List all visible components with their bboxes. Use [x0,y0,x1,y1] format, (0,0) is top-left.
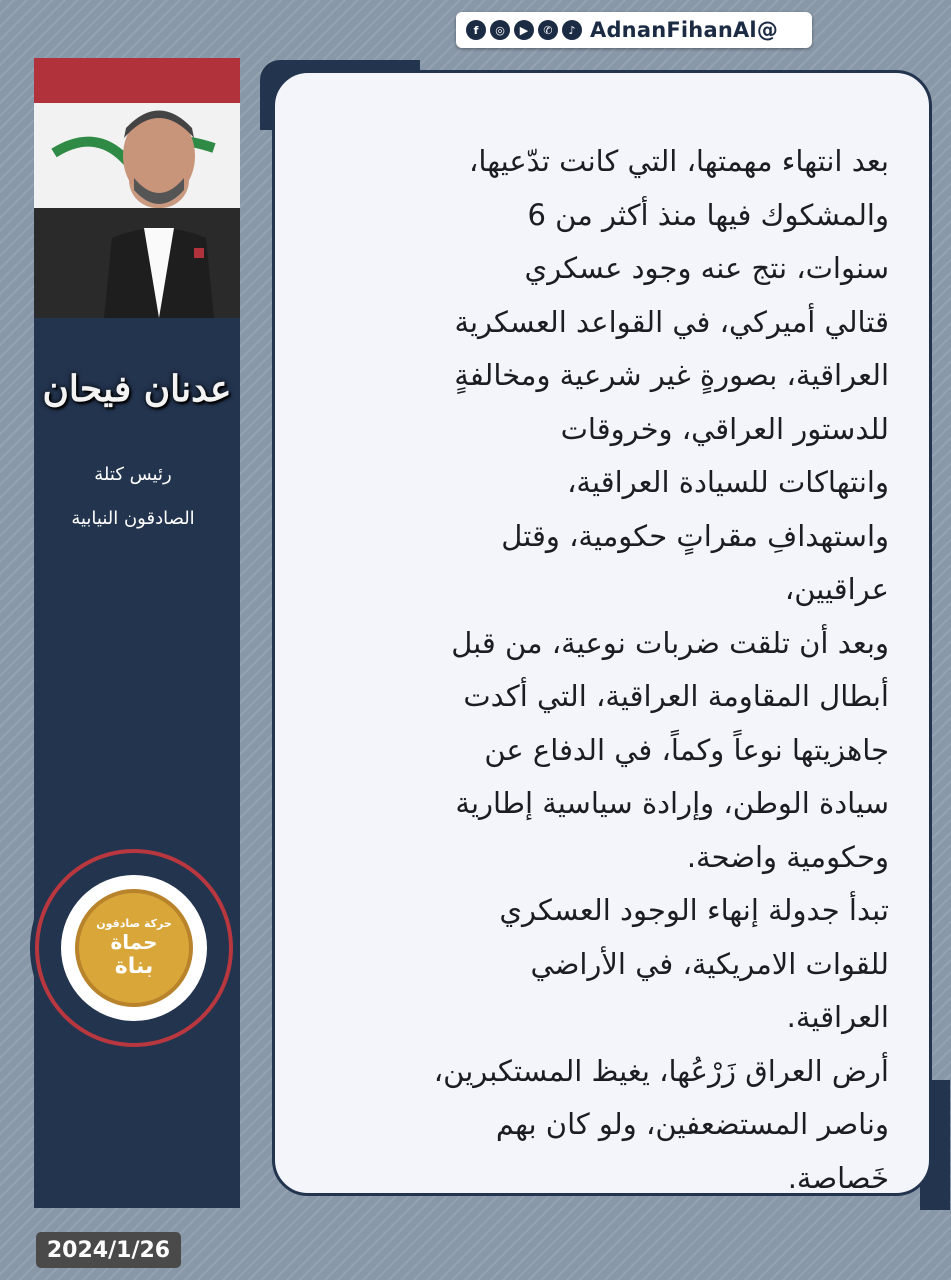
portrait-photo [34,58,240,318]
person-name-title: عدنان فيحان [42,368,232,410]
statement-card-frame [260,60,950,1210]
instagram-icon: ◎ [490,20,510,40]
role-line-1: رئيس كتلة [94,464,172,485]
social-handle: AdnanFihanAl@ [590,18,779,42]
movement-logo [75,889,193,1007]
date-badge: 2024/1/26 [36,1232,181,1268]
sidebar-panel [34,58,240,1208]
statement-text: بعد انتهاء مهمتها، التي كانت تدّعيها، والمشكوك فيها منذ أكثر من 6 سنوات، نتج عنه وجود عسكري قتالي أميركي، في القواعد العسكرية العراقية، بصورةٍ غير شرعية ومخالفةٍ للدستور العراقي، وخروقات وانتهاكات للسيادة العراقية، واستهدافِ مقراتٍ حكومية، وقتل عراقيين، وبعد أن تلقت ضربات نوعية، من قبل أبطال المقاومة العراقية، التي أكدت جاهزيتها نوعاً وكماً، في الدفاع عن سيادة الوطن، وإرادة سياسية إطارية وحكومية واضحة. تبدأ جدولة إنهاء الوجود العسكري للقوات الامريكية، في الأراضي العراقية. أرض العراق زَرْعُها، يغيظ المستكبرين، وناصر المستضعفين، ولو كان بهم خَصاصة. [433,144,889,1195]
social-handle-bar [456,12,812,48]
logo-ring [39,853,229,1043]
portrait-illustration [34,58,240,318]
facebook-icon: f [466,20,486,40]
logo-bottom-text: بناة [114,954,154,979]
logo-inner [61,875,207,1021]
whatsapp-icon: ✆ [538,20,558,40]
logo-mid-text: حماة [110,930,158,954]
logo-top-text: حركة صادقون [96,917,172,930]
role-line-2: الصادقون النيابية [71,508,195,529]
youtube-icon: ▶ [514,20,534,40]
tiktok-icon: ♪ [562,20,582,40]
statement-card [272,70,932,1196]
social-icons [466,20,582,40]
